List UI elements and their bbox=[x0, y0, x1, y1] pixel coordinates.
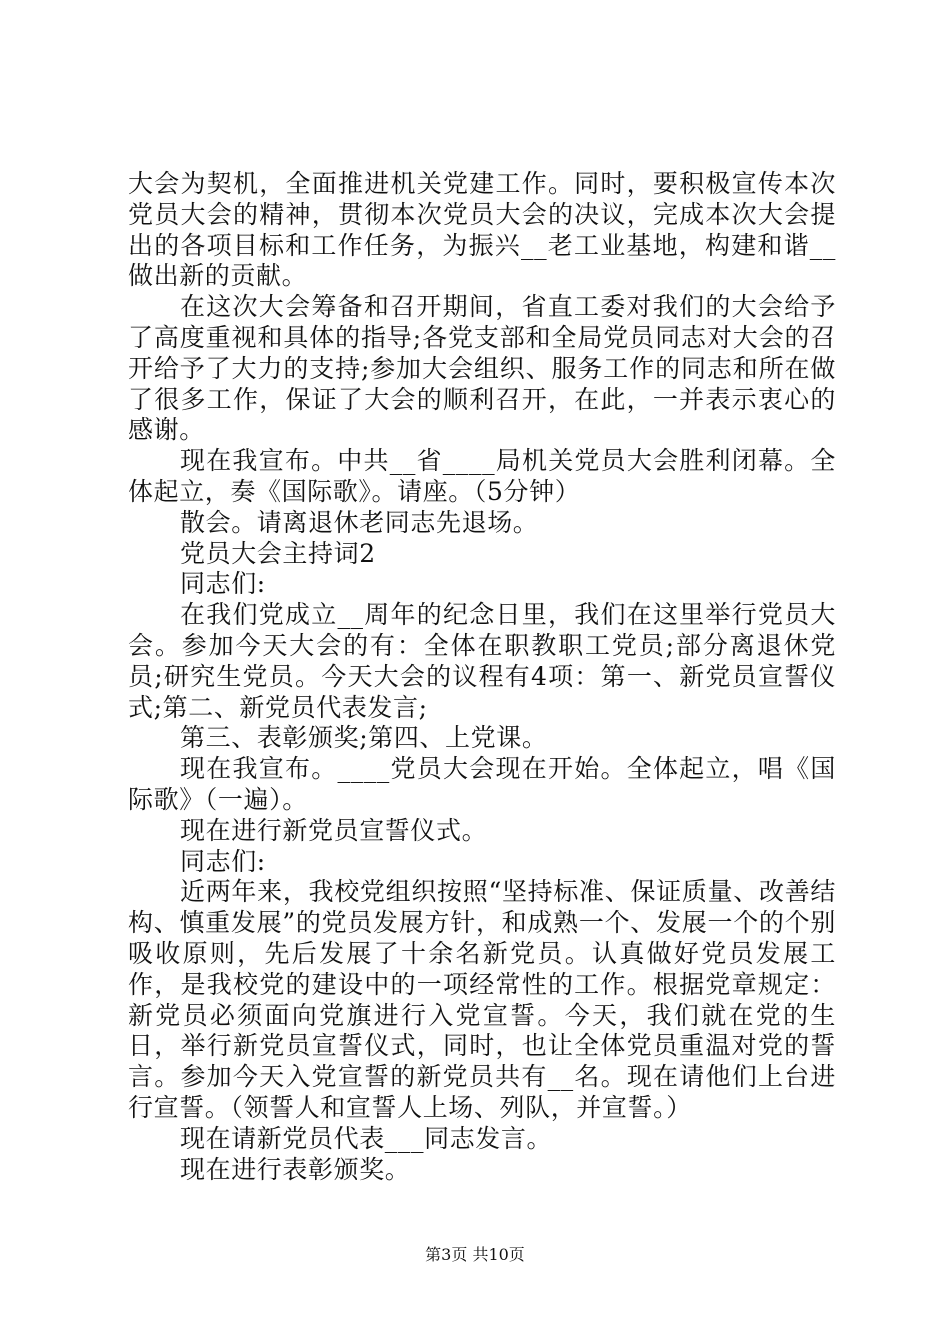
paragraph: 第三、表彰颁奖;第四、上党课。 bbox=[180, 723, 548, 753]
paragraph: 现在我宣布。____党员大会现在开始。全体起立，唱《国际歌》（一遍）。 bbox=[128, 754, 836, 814]
salutation: 同志们: bbox=[180, 846, 266, 876]
page-number-footer: 第3页 共10页 bbox=[425, 1245, 525, 1264]
section-heading: 党员大会主持词2 bbox=[180, 538, 376, 568]
paragraph: 散会。请离退休老同志先退场。 bbox=[180, 507, 539, 537]
paragraph: 现在请新党员代表___同志发言。 bbox=[180, 1123, 553, 1153]
salutation: 同志们: bbox=[180, 569, 266, 599]
paragraph: 近两年来，我校党组织按照“坚持标准、保证质量、改善结构、慎重发展”的党员发展方针，和成熟一个、发展一个的个别吸收原则，先后发展了十余名新党员。认真做好党员发展工作，是我校党的建设中的一项经常性的工作。根据党章规定：新党员必须面向党旗进行入党宣誓。今天，我们就在党的生日，举行新党员宣誓仪式，同时，也让全体党员重温对党的誓言。参加今天入党宣誓的新党员共有__名。现在请他们上台进行宣誓。（领誓人和宣誓人上场、列队，并宣誓。） bbox=[128, 877, 836, 1122]
paragraph: 在我们党成立__周年的纪念日里，我们在这里举行党员大会。参加今天大会的有：全体在职教职工党员;部分离退休党员;研究生党员。今天大会的议程有4项：第一、新党员宣誓仪式;第二、新党员代表发言; bbox=[128, 600, 836, 722]
paragraph: 大会为契机，全面推进机关党建工作。同时，要积极宣传本次党员大会的精神，贯彻本次党员大会的决议，完成本次大会提出的各项目标和工作任务，为振兴__老工业基地，构建和谐__做出新的贡献。 bbox=[128, 169, 836, 291]
paragraph: 在这次大会筹备和召开期间，省直工委对我们的大会给予了高度重视和具体的指导;各党支部和全局党员同志对大会的召开给予了大力的支持;参加大会组织、服务工作的同志和所在做了很多工作，保证了大会的顺利召开，在此，一并表示衷心的感谢。 bbox=[128, 292, 836, 445]
paragraph: 现在我宣布。中共__省____局机关党员大会胜利闭幕。全体起立，奏《国际歌》。请座。（5分钟） bbox=[128, 446, 836, 506]
paragraph: 现在进行表彰颁奖。 bbox=[180, 1154, 411, 1184]
paragraph: 现在进行新党员宣誓仪式。 bbox=[180, 815, 488, 845]
document-body bbox=[128, 169, 836, 1185]
